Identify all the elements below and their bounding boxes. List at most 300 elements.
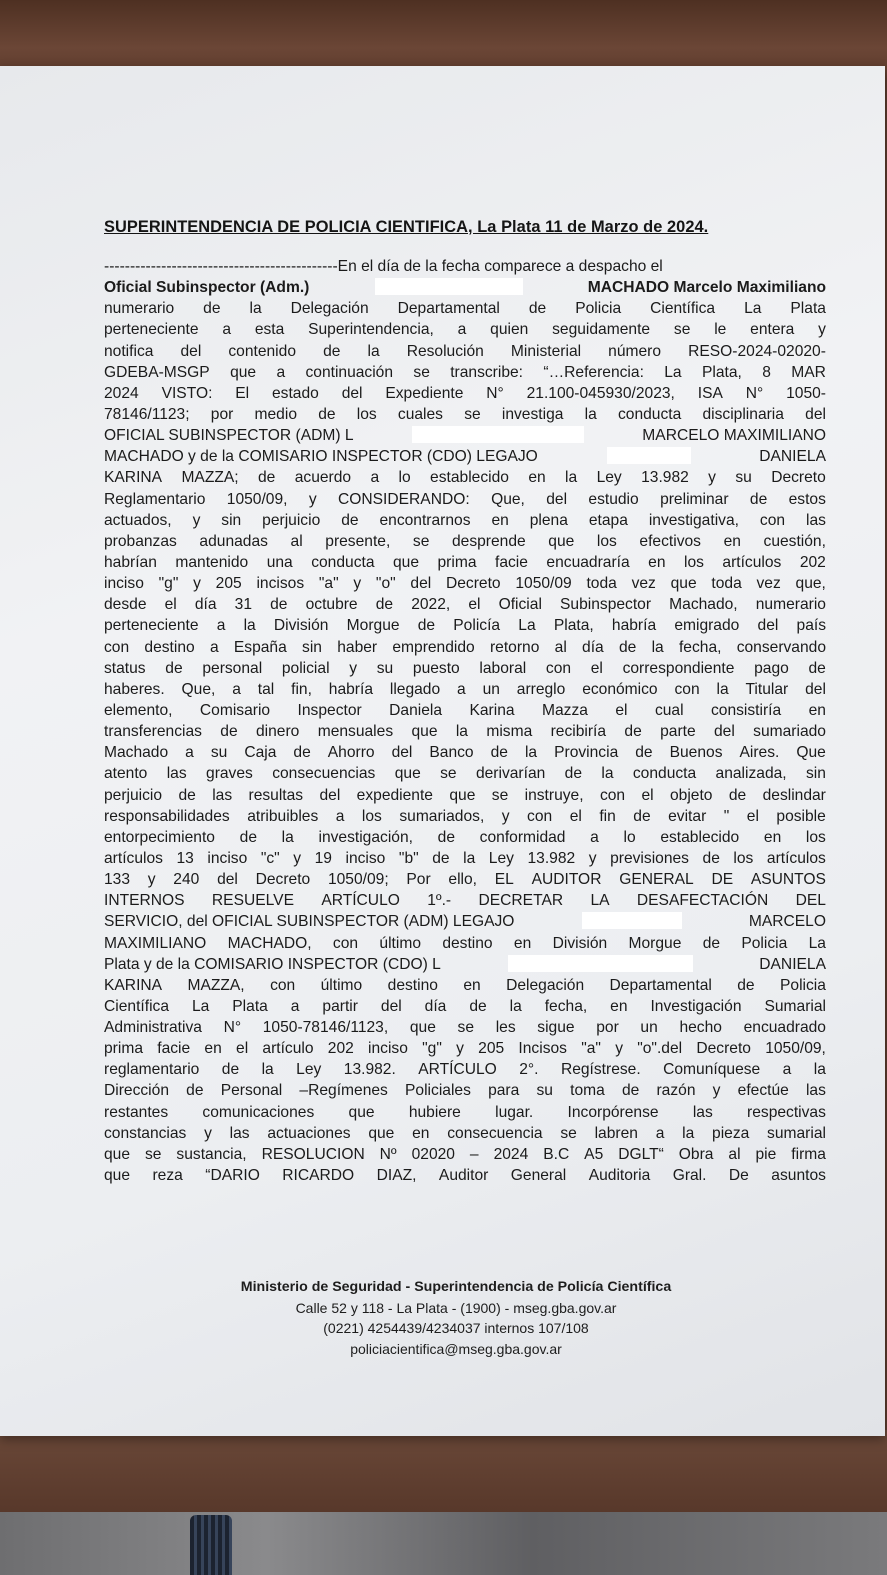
footer-title: Ministerio de Seguridad - Superintendencia de Policía Científica: [240, 1279, 672, 1295]
text-segment: la: [584, 405, 597, 423]
text-segment: la: [243, 617, 256, 635]
text-segment: N°: [745, 384, 764, 402]
text-line: [104, 1165, 826, 1186]
text-segment: elemento,: [104, 701, 173, 719]
text-segment: y: [818, 321, 826, 339]
text-segment: los: [683, 553, 704, 571]
text-segment: presente,: [325, 532, 391, 550]
text-segment: del: [714, 723, 735, 741]
text-segment: inciso: [104, 575, 144, 593]
text-segment: de: [221, 1061, 240, 1079]
text-segment: los: [805, 828, 826, 846]
text-segment: razón: [656, 1082, 696, 1100]
text-segment: estudio: [588, 490, 639, 508]
text-segment: estado: [272, 384, 319, 402]
text-line: [104, 531, 826, 552]
text-segment: la: [813, 1061, 826, 1079]
text-segment: y: [615, 1040, 623, 1058]
text-segment: DANIELA: [759, 448, 826, 466]
text-segment: los: [596, 532, 617, 550]
text-segment: DE: [711, 871, 734, 889]
text-segment: inciso: [207, 849, 248, 867]
text-segment: con: [332, 934, 359, 952]
text-segment: lo: [398, 469, 411, 487]
text-segment: en: [528, 469, 546, 487]
text-segment: la: [682, 1124, 695, 1142]
text-segment: "a": [318, 575, 339, 593]
text-line: [104, 996, 826, 1017]
text-segment: de: [375, 596, 394, 614]
text-line: [104, 256, 826, 277]
text-segment: le: [714, 321, 727, 339]
text-segment: ARTÍCULO: [321, 892, 400, 910]
text-line: [104, 615, 826, 636]
text-segment: de: [341, 511, 359, 529]
text-segment: Auditor: [438, 1167, 489, 1185]
text-segment: conducta: [617, 405, 682, 423]
text-segment: la: [509, 997, 522, 1015]
text-segment: establecido: [660, 828, 740, 846]
text-segment: labren: [594, 1124, 638, 1142]
text-segment: prima: [437, 553, 477, 571]
text-segment: el: [569, 807, 582, 825]
text-segment: contenido: [228, 342, 296, 360]
text-segment: objeto: [669, 786, 713, 804]
text-segment: firma: [791, 1145, 826, 1163]
text-segment: efectivos: [639, 532, 701, 550]
text-segment: RESOLUCION: [261, 1145, 365, 1163]
text-segment: "g": [422, 1040, 442, 1058]
text-segment: económico: [582, 680, 658, 698]
text-segment: último: [379, 934, 421, 952]
text-line: [104, 594, 826, 615]
text-segment: Gral.: [672, 1167, 707, 1185]
text-line: [104, 848, 826, 869]
text-segment: a: [216, 617, 226, 635]
text-segment: asuntos: [771, 1167, 826, 1185]
text-segment: al: [728, 1145, 741, 1163]
text-segment: en: [491, 511, 509, 529]
text-segment: MAR: [791, 363, 826, 381]
text-segment: a: [782, 1061, 792, 1079]
text-segment: derivarían: [475, 765, 546, 783]
text-segment: al: [290, 532, 303, 550]
text-segment: de: [239, 828, 257, 846]
text-segment: y: [147, 871, 156, 889]
text-line: [104, 700, 826, 721]
text-segment: hubiere: [408, 1103, 461, 1121]
text-segment: perjuicio: [262, 511, 321, 529]
text-segment: a: [222, 321, 231, 339]
text-segment: perjuicio: [104, 786, 163, 804]
text-segment: de: [749, 490, 768, 508]
text-segment: del: [217, 871, 238, 889]
text-segment: en: [610, 997, 628, 1015]
text-segment: a: [655, 1124, 665, 1142]
text-segment: posible: [776, 807, 826, 825]
text-segment: transcribe:: [450, 363, 524, 381]
text-segment: entera: [750, 321, 795, 339]
text-line: [104, 742, 826, 763]
text-segment: reglamentario: [104, 1061, 200, 1079]
text-line: [104, 679, 826, 700]
text-segment: De: [728, 1167, 749, 1185]
text-segment: División: [552, 934, 608, 952]
text-segment: número: [608, 342, 662, 360]
document-footer: [100, 1277, 812, 1359]
text-segment: el: [746, 807, 759, 825]
text-segment: y: [588, 849, 597, 867]
text-line: [104, 1059, 826, 1080]
text-segment: ello,: [448, 871, 478, 889]
text-segment: su: [376, 659, 394, 677]
text-segment: El: [235, 384, 250, 402]
text-line: [104, 446, 826, 467]
text-segment: Policía: [453, 617, 501, 635]
text-segment: con: [527, 807, 553, 825]
text-segment: la: [367, 342, 380, 360]
text-segment: el: [468, 596, 481, 614]
text-segment: se: [412, 532, 430, 550]
text-line: [104, 319, 826, 340]
text-segment: la: [716, 680, 729, 698]
text-segment: de: [323, 342, 341, 360]
text-line: [104, 404, 826, 425]
text-segment: GDEBA-MSGP: [104, 363, 210, 381]
text-segment: Morgue: [628, 934, 682, 952]
text-segment: retorno: [489, 638, 540, 656]
text-line: [104, 911, 826, 932]
text-segment: OFICIAL SUBINSPECTOR (ADM) L: [104, 427, 354, 445]
text-line: [104, 552, 826, 573]
text-line: [104, 341, 826, 362]
text-segment: habría: [328, 680, 373, 698]
text-segment: se: [560, 1124, 577, 1142]
text-segment: Machado,: [669, 596, 738, 614]
text-segment: MACHADO y de la COMISARIO INSPECTOR (CDO) LEGAJO: [104, 448, 538, 466]
text-segment: efectúe: [737, 1082, 789, 1100]
text-segment: día: [194, 596, 217, 614]
text-segment: les: [495, 1019, 516, 1037]
text-segment: con: [104, 638, 130, 656]
text-segment: y: [192, 511, 201, 529]
text-line: [104, 933, 826, 954]
text-segment: status: [104, 659, 146, 677]
text-segment: la: [455, 723, 468, 741]
text-segment: llegado: [389, 680, 441, 698]
text-segment: actuados,: [104, 511, 172, 529]
text-segment: Inspector: [297, 701, 362, 719]
text-segment: del: [757, 617, 779, 635]
text-segment: Que: [796, 744, 826, 762]
text-segment: –Regímenes: [299, 1082, 388, 1100]
text-segment: un: [482, 680, 500, 698]
text-segment: 133: [104, 871, 131, 889]
text-segment: 13: [176, 849, 194, 867]
text-segment: de: [432, 849, 450, 867]
text-segment: prima: [104, 1040, 143, 1058]
text-segment: conducta: [632, 765, 697, 783]
text-segment: toda: [586, 575, 617, 593]
text-segment: Aires.: [739, 744, 780, 762]
text-segment: de: [621, 1082, 640, 1100]
text-segment: expediente: [356, 786, 433, 804]
text-segment: su: [536, 1082, 553, 1100]
text-segment: en: [723, 532, 741, 550]
text-segment: 205: [478, 1040, 505, 1058]
text-segment: hecho: [679, 1019, 722, 1037]
text-line: [104, 489, 826, 510]
text-segment: adunadas: [199, 532, 268, 550]
text-segment: de: [702, 849, 720, 867]
text-segment: DIAZ,: [376, 1167, 417, 1185]
text-segment: facie: [157, 1040, 191, 1058]
text-segment: atribuibles: [247, 807, 319, 825]
text-segment: la: [249, 300, 262, 318]
text-segment: 240: [173, 871, 200, 889]
text-segment: de: [318, 405, 336, 423]
text-segment: de: [635, 744, 653, 762]
text-segment: conservando: [736, 638, 826, 656]
text-segment: toda: [711, 575, 742, 593]
text-segment: –: [469, 1145, 479, 1163]
text-line: [104, 1123, 826, 1144]
text-segment: fin: [599, 807, 616, 825]
text-segment: de: [469, 997, 487, 1015]
text-segment: que: [449, 786, 476, 804]
text-segment: fin,: [291, 680, 312, 698]
text-segment: que: [670, 575, 697, 593]
text-segment: habrían: [104, 553, 157, 571]
text-segment: N°: [223, 1019, 242, 1037]
text-line: [104, 1038, 826, 1059]
text-segment: GENERAL: [619, 871, 694, 889]
text-segment: investigación,: [318, 828, 413, 846]
text-segment: una: [266, 553, 293, 571]
text-line: [104, 806, 826, 827]
text-segment: “…Referencia:: [543, 363, 644, 381]
text-segment: del: [805, 680, 826, 698]
text-segment: respectivas: [747, 1103, 826, 1121]
text-segment: Reglamentario: [104, 490, 206, 508]
text-line: [104, 1144, 826, 1165]
text-segment: consecuencias: [272, 765, 376, 783]
text-segment: sustancia,: [176, 1145, 247, 1163]
text-segment: preliminar: [660, 490, 729, 508]
text-segment: que: [368, 1124, 395, 1142]
text-segment: actuaciones: [267, 1124, 351, 1142]
text-segment: Delegación: [290, 300, 369, 318]
text-segment: 21.100-045930/2023,: [526, 384, 675, 402]
text-segment: VISTO:: [161, 384, 213, 402]
text-segment: SERVICIO, del OFICIAL SUBINSPECTOR (ADM) LEGAJO: [104, 913, 515, 931]
text-segment: con: [759, 511, 786, 529]
text-segment: previsiones: [610, 849, 689, 867]
text-segment: 8: [762, 363, 771, 381]
text-segment: Ley: [488, 849, 514, 867]
text-segment: Delegación: [506, 976, 585, 994]
redaction-box: [607, 447, 691, 464]
text-segment: mensuales: [317, 723, 394, 741]
text-segment: Sumarial: [764, 997, 826, 1015]
text-segment: al: [554, 638, 567, 656]
text-segment: en: [204, 1040, 222, 1058]
text-segment: esta: [254, 321, 285, 339]
text-segment: Plata: [232, 997, 268, 1015]
text-segment: consecuencia: [447, 1124, 543, 1142]
text-segment: artículos: [766, 849, 826, 867]
text-segment: se: [144, 1145, 162, 1163]
text-segment: etapa: [588, 511, 628, 529]
text-segment: Departamental: [609, 976, 712, 994]
text-segment: transferencias: [104, 723, 202, 741]
text-segment: encuadrado: [743, 1019, 826, 1037]
text-segment: graves: [206, 765, 253, 783]
text-segment: los: [733, 849, 754, 867]
text-segment: y: [456, 1040, 464, 1058]
text-segment: por: [596, 1019, 619, 1037]
text-segment: "a": [581, 1040, 601, 1058]
text-segment: fecha,: [678, 638, 722, 656]
text-segment: de: [178, 786, 196, 804]
text-segment: a: [457, 321, 467, 339]
text-segment: el: [590, 659, 603, 677]
text-segment: parte: [660, 723, 696, 741]
text-line: [104, 510, 826, 531]
text-segment: Científica: [104, 997, 170, 1015]
text-segment: a: [232, 680, 241, 698]
text-segment: a: [457, 680, 466, 698]
text-segment: continuación: [305, 363, 394, 381]
text-segment: con: [545, 659, 572, 677]
text-segment: emprendido: [392, 638, 475, 656]
text-segment: evitar: [668, 807, 707, 825]
text-segment: ISA: [697, 384, 723, 402]
text-segment: Banco: [429, 744, 474, 762]
text-segment: resultas: [248, 786, 304, 804]
text-segment: en: [463, 976, 481, 994]
text-segment: las: [806, 511, 826, 529]
textured-object: [190, 1515, 232, 1575]
text-segment: RESUELVE: [211, 892, 294, 910]
text-segment: INTERNOS: [104, 892, 185, 910]
text-segment: que: [104, 1145, 131, 1163]
text-segment: "c": [260, 849, 280, 867]
text-segment: Morgue: [346, 617, 400, 635]
text-segment: constancias: [104, 1124, 187, 1142]
redaction-box: [508, 955, 693, 972]
text-segment: el: [164, 596, 177, 614]
text-segment: Personal: [220, 1082, 283, 1100]
text-segment: probanzas: [104, 532, 177, 550]
text-segment: octubre: [305, 596, 358, 614]
text-segment: día: [582, 638, 604, 656]
text-segment: de: [633, 807, 651, 825]
text-segment: de: [186, 1082, 204, 1100]
text-segment: pie: [755, 1145, 777, 1163]
text-segment: de: [728, 786, 747, 804]
text-segment: Científica: [650, 300, 716, 318]
text-segment: General: [510, 1167, 567, 1185]
footer-address: Calle 52 y 118 - La Plata - (1900) - mseg.gba.gov.ar: [295, 1299, 617, 1316]
text-segment: "o": [375, 575, 396, 593]
text-segment: se: [413, 363, 430, 381]
text-segment: país: [796, 617, 826, 635]
text-segment: misma: [486, 723, 533, 741]
text-segment: a: [209, 638, 219, 656]
text-segment: DECRETAR: [478, 892, 564, 910]
text-segment: laboral: [479, 659, 527, 677]
text-segment: se: [491, 786, 509, 804]
text-segment: 1050-: [786, 384, 826, 402]
text-segment: 78146/1123;: [104, 405, 190, 423]
text-line: [104, 573, 826, 594]
text-segment: DEL: [795, 892, 826, 910]
text-segment: RICARDO: [282, 1167, 355, 1185]
text-segment: 19: [314, 849, 332, 867]
text-segment: Plata: [790, 300, 826, 318]
footer-email: policiacientifica@mseg.gba.gov.ar: [350, 1340, 562, 1357]
text-segment: establecido: [430, 469, 509, 487]
text-segment: que: [394, 765, 421, 783]
text-segment: 02020: [411, 1145, 455, 1163]
text-segment: "o".del: [637, 1040, 683, 1058]
text-line: [104, 827, 826, 848]
text-segment: Que,: [181, 680, 216, 698]
text-segment: que: [348, 1103, 375, 1121]
text-line: [104, 383, 826, 404]
text-segment: KARINA: [104, 469, 163, 487]
document-body: [104, 256, 826, 1186]
text-segment: Expediente: [385, 384, 464, 402]
text-segment: pago: [754, 659, 789, 677]
text-segment: deslindar: [762, 786, 826, 804]
text-segment: Titular: [745, 680, 789, 698]
text-segment: las: [692, 1103, 713, 1121]
text-segment: lo: [623, 828, 636, 846]
text-segment: habría: [611, 617, 657, 635]
text-line: [104, 1102, 826, 1123]
text-segment: MAXIMILIANO: [104, 934, 207, 952]
text-segment: y: [353, 575, 362, 593]
text-segment: entorpecimiento: [104, 828, 215, 846]
text-segment: a: [335, 807, 345, 825]
text-segment: Nº: [379, 1145, 397, 1163]
text-segment: y: [501, 807, 510, 825]
text-segment: Incisos: [518, 1040, 567, 1058]
text-segment: B.C: [543, 1145, 570, 1163]
text-segment: Machado: [104, 744, 169, 762]
text-segment: Oficial: [498, 596, 542, 614]
text-line: [104, 658, 826, 679]
text-segment: Departamental: [397, 300, 500, 318]
document-header: SUPERINTENDENCIA DE POLICIA CIENTIFICA, La Plata 11 de Marzo de 2024.: [104, 218, 709, 236]
text-segment: los: [361, 807, 382, 825]
text-segment: que: [411, 723, 438, 741]
text-segment: de: [165, 659, 183, 677]
text-segment: incisos: [256, 575, 305, 593]
text-line: [104, 425, 826, 446]
text-segment: sumariado: [753, 723, 826, 741]
text-segment: a: [370, 469, 380, 487]
text-segment: último: [320, 976, 363, 994]
text-segment: conducta: [311, 553, 375, 571]
text-segment: de: [702, 934, 721, 952]
text-segment: restantes: [104, 1103, 169, 1121]
text-segment: Obra: [678, 1145, 714, 1163]
text-segment: A5: [584, 1145, 604, 1163]
text-segment: en: [808, 701, 826, 719]
